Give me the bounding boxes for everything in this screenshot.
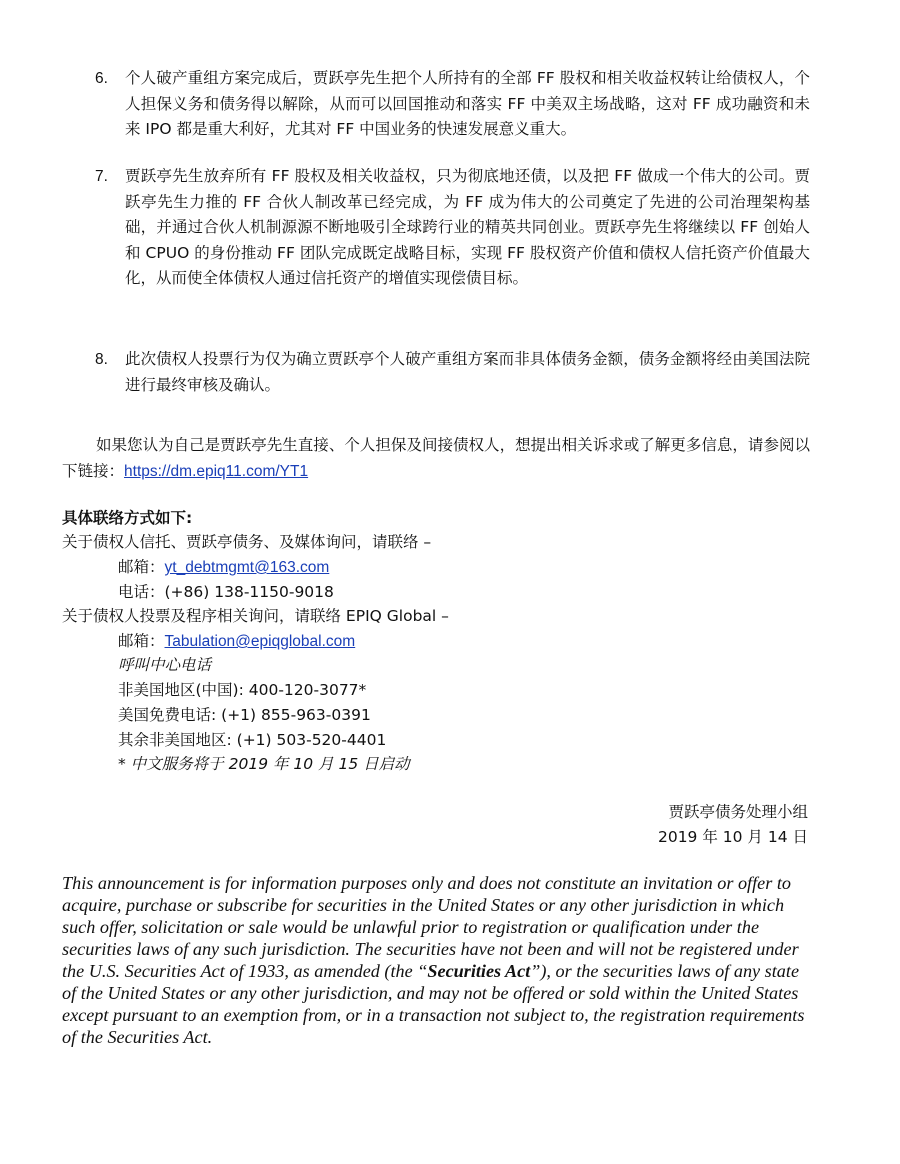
signature-group: 贾跃亭债务处理小组 <box>668 803 808 821</box>
signature-date: 2019 年 10 月 14 日 <box>657 828 808 846</box>
vote-contact-line: 关于债权人投票及程序相关询问，请联络 EPIQ Global – <box>62 607 449 625</box>
email-label: 邮箱： <box>118 632 165 650</box>
list-item <box>95 164 810 292</box>
item-text: 个人破产重组方案完成后，贾跃亭先生把个人所持有的全部 FF 股权和相关收益权转让给债权人，个人担保义务和债务得以解除，从而可以回国推动和落实 FF 中美双主场战略，这对 FF 成功融资和未来 IPO 都是重大利好，尤其对 FF 中国业务的快速发展意义重大。 <box>125 69 810 138</box>
item-text: 贾跃亭先生放弃所有 FF 股权及相关收益权，只为彻底地还债，以及把 FF 做成一个伟大的公司。贾跃亭先生力推的 FF 合伙人制改革已经完成，为 FF 成为伟大的公司奠定了先进的公司治理架构基础，并通过合伙人机制源源不断地吸引全球跨行业的精英共同创业。贾跃亭先生将继续以 FF 创始人和 CPUO 的身份推动 FF 团队完成既定战略目标，实现 FF 股权资产价值和债权人信托资产价值最大化，从而使全体债权人通过信托资产的增值实现偿债目标。 <box>125 167 810 287</box>
call-center-heading: 呼叫中心电话 <box>118 656 212 674</box>
contact-heading: 具体联络方式如下: <box>62 509 193 527</box>
info-link[interactable]: https://dm.epiq11.com/YT1 <box>124 462 309 480</box>
disclaimer-text-a: This announcement is for information purposes only and does not constitute an invitation or offer to acquire, purchase or subscribe for securities in the United States or any other jurisdiction in which such offer, solicitation or sale would be unlawful prior to registration or qualification under the securities laws of any such jurisdiction. The securities have not been and will not be registered under the U.S. Securities Act of 1933, as amended (the “ <box>62 873 799 981</box>
item-number: 7. <box>95 168 108 185</box>
legal-disclaimer <box>62 872 812 1048</box>
list-item <box>95 66 810 143</box>
phone-line: 电话：(+86) 138-1150-9018 <box>118 583 334 601</box>
item-number: 8. <box>95 351 108 368</box>
service-note: * 中文服务将于 2019 年 10 月 15 日启动 <box>118 755 410 773</box>
phone-non-us-china: 非美国地区(中国): 400-120-3077* <box>118 681 367 699</box>
item-text: 此次债权人投票行为仅为确立贾跃亭个人破产重组方案而非具体债务金额，债务金额将经由美国法院进行最终审核及确认。 <box>125 350 810 394</box>
email-link-debt[interactable]: yt_debtmgmt@163.com <box>164 559 330 576</box>
item-number: 6. <box>95 70 108 87</box>
disclaimer-bold-term: Securities Act <box>427 961 531 981</box>
disclaimer-text-b: ”), or the securities laws of any state of the United States or any other jurisdiction, and may not be offered or sold within the United States except pursuant to an exemption from, or in a transaction not subject to, the registration requirements of the Securities Act. <box>62 961 805 1047</box>
email-label: 邮箱： <box>118 558 165 576</box>
email-row-1 <box>118 556 329 579</box>
trust-contact-line: 关于债权人信托、贾跃亭债务、及媒体询问，请联络 – <box>62 533 432 551</box>
intro-text: 如果您认为自己是贾跃亭先生直接、个人担保及间接债权人，想提出相关诉求或了解更多信息，请参阅以下链接： <box>62 436 810 480</box>
phone-us-tollfree: 美国免费电话: (+1) 855-963-0391 <box>118 706 371 724</box>
list-item <box>95 347 810 398</box>
email-link-tabulation[interactable]: Tabulation@epiqglobal.com <box>164 633 356 650</box>
phone-other-non-us: 其余非美国地区: (+1) 503-520-4401 <box>118 731 387 749</box>
intro-paragraph <box>62 433 810 484</box>
email-row-2 <box>118 630 355 653</box>
